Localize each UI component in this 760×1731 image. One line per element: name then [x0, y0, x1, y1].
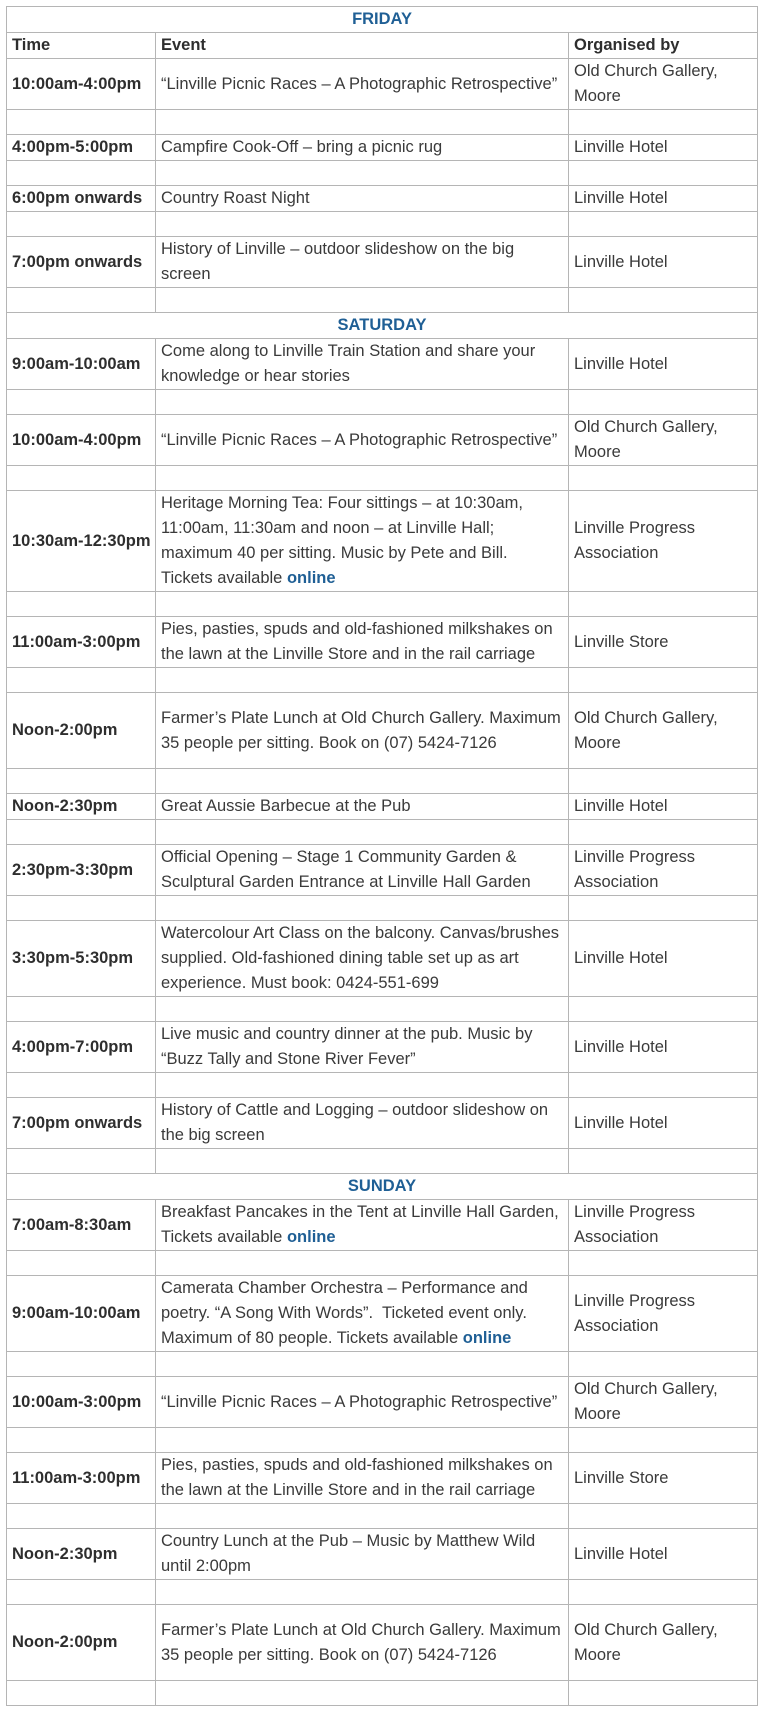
- day-heading-sunday: SUNDAY: [7, 1174, 758, 1200]
- event-organiser: Linville Store: [569, 1453, 758, 1504]
- event-description: “Linville Picnic Races – A Photographic Retrospective”: [156, 415, 569, 466]
- event-time: 9:00am-10:00am: [7, 339, 156, 390]
- event-description: Live music and country dinner at the pub. Music by “Buzz Tally and Stone River Fever”: [156, 1022, 569, 1073]
- spacer-row: [7, 288, 758, 313]
- spacer-row: [7, 212, 758, 237]
- event-row: [7, 1605, 758, 1681]
- event-time: 4:00pm-5:00pm: [7, 135, 156, 161]
- event-description: Campfire Cook-Off – bring a picnic rug: [156, 135, 569, 161]
- event-organiser: Old Church Gallery, Moore: [569, 59, 758, 110]
- spacer-row: [7, 592, 758, 617]
- event-description: Country Lunch at the Pub – Music by Matthew Wild until 2:00pm: [156, 1529, 569, 1580]
- event-time: 2:30pm-3:30pm: [7, 845, 156, 896]
- event-time: 10:00am-3:00pm: [7, 1377, 156, 1428]
- spacer-row: [7, 820, 758, 845]
- event-organiser: Linville Progress Association: [569, 1200, 758, 1251]
- event-organiser: Linville Progress Association: [569, 491, 758, 592]
- event-row: [7, 921, 758, 997]
- day-heading-saturday: SATURDAY: [7, 313, 758, 339]
- event-row: [7, 1276, 758, 1352]
- column-header-row: [7, 33, 758, 59]
- event-time: 6:00pm onwards: [7, 186, 156, 212]
- event-row: [7, 1098, 758, 1149]
- event-time: 7:00pm onwards: [7, 1098, 156, 1149]
- event-organiser: Linville Hotel: [569, 237, 758, 288]
- event-description: Come along to Linville Train Station and share your knowledge or hear stories: [156, 339, 569, 390]
- event-description: Pies, pasties, spuds and old-fashioned milkshakes on the lawn at the Linville Store and in the rail carriage: [156, 1453, 569, 1504]
- event-time: Noon-2:30pm: [7, 1529, 156, 1580]
- spacer-row: [7, 1352, 758, 1377]
- day-header-row: [7, 7, 758, 33]
- event-time: 7:00am-8:30am: [7, 1200, 156, 1251]
- event-organiser: Linville Hotel: [569, 135, 758, 161]
- event-time: Noon-2:30pm: [7, 794, 156, 820]
- spacer-row: [7, 1681, 758, 1706]
- event-organiser: Linville Hotel: [569, 794, 758, 820]
- spacer-row: [7, 1251, 758, 1276]
- event-row: [7, 617, 758, 668]
- event-row: [7, 415, 758, 466]
- event-description: “Linville Picnic Races – A Photographic Retrospective”: [156, 59, 569, 110]
- event-time: 9:00am-10:00am: [7, 1276, 156, 1352]
- event-description: History of Cattle and Logging – outdoor slideshow on the big screen: [156, 1098, 569, 1149]
- tickets-online-link[interactable]: online: [286, 1228, 336, 1246]
- event-time: 10:00am-4:00pm: [7, 415, 156, 466]
- event-description: Pies, pasties, spuds and old-fashioned milkshakes on the lawn at the Linville Store and in the rail carriage: [156, 617, 569, 668]
- event-organiser: Linville Store: [569, 617, 758, 668]
- event-description: Farmer’s Plate Lunch at Old Church Gallery. Maximum 35 people per sitting. Book on (07) 5424-7126: [156, 1605, 569, 1681]
- tickets-online-link[interactable]: online: [286, 569, 336, 587]
- spacer-row: [7, 110, 758, 135]
- event-row: [7, 1453, 758, 1504]
- event-row: [7, 491, 758, 592]
- day-heading-friday: FRIDAY: [7, 7, 758, 33]
- event-time: 11:00am-3:00pm: [7, 617, 156, 668]
- event-organiser: Linville Hotel: [569, 921, 758, 997]
- schedule-table: [6, 6, 758, 1706]
- spacer-row: [7, 390, 758, 415]
- tickets-online-link[interactable]: online: [462, 1329, 512, 1347]
- event-time: 7:00pm onwards: [7, 237, 156, 288]
- event-organiser: Linville Hotel: [569, 186, 758, 212]
- event-row: [7, 237, 758, 288]
- event-row: [7, 186, 758, 212]
- spacer-row: [7, 1580, 758, 1605]
- event-organiser: Old Church Gallery, Moore: [569, 1605, 758, 1681]
- event-time: 10:30am-12:30pm: [7, 491, 156, 592]
- event-time: Noon-2:00pm: [7, 1605, 156, 1681]
- event-organiser: Linville Hotel: [569, 1098, 758, 1149]
- event-organiser: Linville Hotel: [569, 339, 758, 390]
- event-organiser: Linville Hotel: [569, 1529, 758, 1580]
- event-row: [7, 1529, 758, 1580]
- spacer-row: [7, 1428, 758, 1453]
- event-organiser: Old Church Gallery, Moore: [569, 693, 758, 769]
- event-time: 4:00pm-7:00pm: [7, 1022, 156, 1073]
- event-row: [7, 693, 758, 769]
- event-text: Breakfast Pancakes in the Tent at Linville Hall Garden, Tickets available: [161, 1203, 559, 1246]
- event-description: Watercolour Art Class on the balcony. Canvas/brushes supplied. Old-fashioned dining table set up as art experience. Must book: 0424-551-699: [156, 921, 569, 997]
- column-header-organiser: Organised by: [569, 33, 758, 59]
- event-organiser: Old Church Gallery, Moore: [569, 415, 758, 466]
- event-description: Farmer’s Plate Lunch at Old Church Gallery. Maximum 35 people per sitting. Book on (07) 5424-7126: [156, 693, 569, 769]
- spacer-row: [7, 769, 758, 794]
- event-time: Noon-2:00pm: [7, 693, 156, 769]
- day-header-row: [7, 1174, 758, 1200]
- day-header-row: [7, 313, 758, 339]
- spacer-row: [7, 161, 758, 186]
- spacer-row: [7, 466, 758, 491]
- event-description: [156, 491, 569, 592]
- event-row: [7, 339, 758, 390]
- spacer-row: [7, 896, 758, 921]
- event-row: [7, 1377, 758, 1428]
- event-organiser: Old Church Gallery, Moore: [569, 1377, 758, 1428]
- event-time: 3:30pm-5:30pm: [7, 921, 156, 997]
- event-row: [7, 1022, 758, 1073]
- event-description: Country Roast Night: [156, 186, 569, 212]
- event-description: Great Aussie Barbecue at the Pub: [156, 794, 569, 820]
- event-description: History of Linville – outdoor slideshow on the big screen: [156, 237, 569, 288]
- event-organiser: Linville Progress Association: [569, 845, 758, 896]
- event-row: [7, 59, 758, 110]
- event-row: [7, 1200, 758, 1251]
- spacer-row: [7, 1149, 758, 1174]
- spacer-row: [7, 668, 758, 693]
- event-description: [156, 1200, 569, 1251]
- spacer-row: [7, 997, 758, 1022]
- event-organiser: Linville Hotel: [569, 1022, 758, 1073]
- event-time: 10:00am-4:00pm: [7, 59, 156, 110]
- event-organiser: Linville Progress Association: [569, 1276, 758, 1352]
- event-row: [7, 135, 758, 161]
- event-description: “Linville Picnic Races – A Photographic Retrospective”: [156, 1377, 569, 1428]
- event-row: [7, 794, 758, 820]
- event-description: Official Opening – Stage 1 Community Garden & Sculptural Garden Entrance at Linville Hall Garden: [156, 845, 569, 896]
- column-header-event: Event: [156, 33, 569, 59]
- spacer-row: [7, 1073, 758, 1098]
- event-text: Heritage Morning Tea: Four sittings – at 10:30am, 11:00am, 11:30am and noon – at Linville Hall; maximum 40 per sitting. Music by Pete and Bill. Tickets available: [161, 494, 523, 587]
- column-header-time: Time: [7, 33, 156, 59]
- event-time: 11:00am-3:00pm: [7, 1453, 156, 1504]
- spacer-row: [7, 1504, 758, 1529]
- event-row: [7, 845, 758, 896]
- event-text: Camerata Chamber Orchestra – Performance and poetry. “A Song With Words”. Ticketed event only. Maximum of 80 people. Tickets available: [161, 1279, 528, 1347]
- event-description: [156, 1276, 569, 1352]
